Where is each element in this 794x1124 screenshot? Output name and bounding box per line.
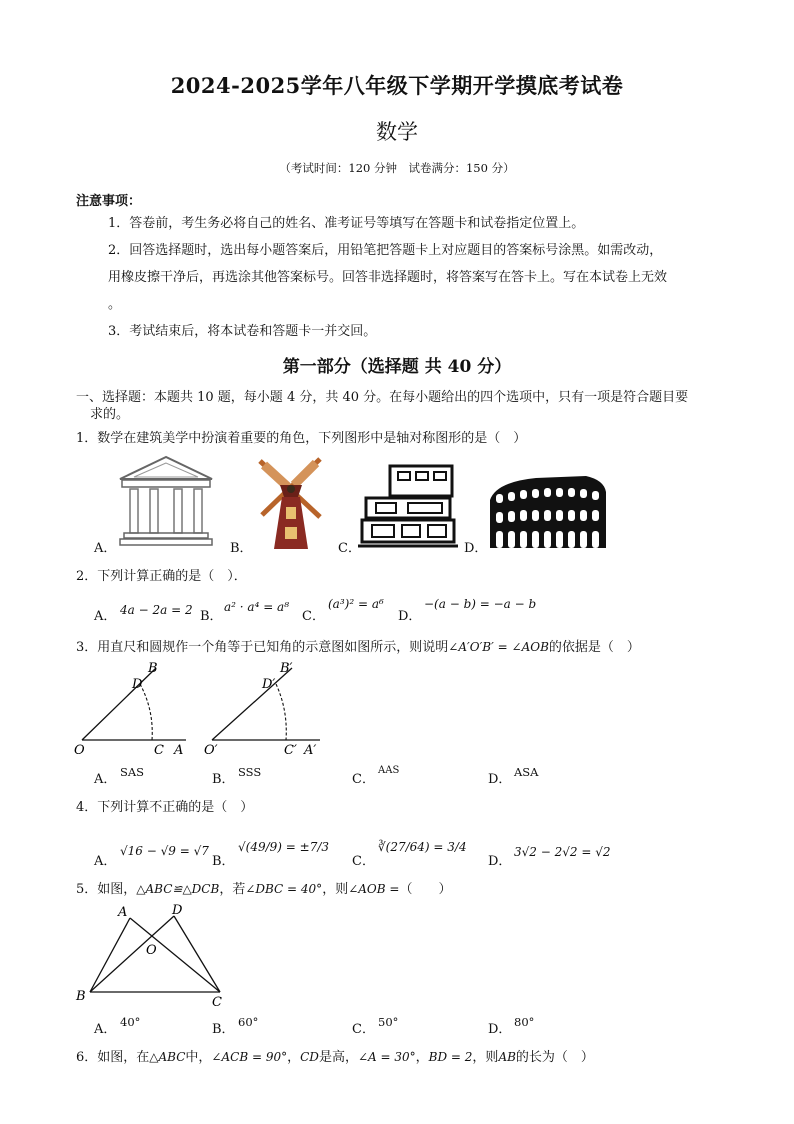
q1-stem: 1．数学在建筑美学中扮演着重要的角色，下列图形中是轴对称图形的是（ ） [76,431,527,446]
exam-title: 2024-2025学年八年级下学期开学摸底考试卷 [170,73,624,98]
q3-fig2-label-b: B′ [280,661,293,676]
q5-figure [70,900,230,1012]
q3-option-a: SAS [120,765,145,779]
q3-stem [76,636,640,655]
q3-label-a: A． [94,772,117,787]
q5-option-a: 40° [120,1015,141,1029]
q4-stem: 4．下列计算不正确的是（ ） [76,800,254,815]
q4-label-b: B． [212,854,235,869]
q3-fig2-label-c: C′ [284,743,297,758]
q4-label-c: C． [352,854,375,869]
q1-label-a: A． [94,541,117,556]
q5-fig-label-c: C [212,995,222,1010]
q5-stem-a: 5．如图， [76,882,137,897]
q5-fig-label-b: B [76,989,86,1004]
q6-stem-m2: ∠ACB = 90° [211,1050,288,1064]
q2-label-c: C． [302,609,325,624]
q5-label-c: C． [352,1022,375,1037]
section-intro-1: 一、选择题：本题共 10 题，每小题 4 分，共 40 分。在每小题给出的四个选项中，只有一项是符合题目要 [76,390,689,405]
q3-figure-copy [200,658,328,758]
q1-label-b: B． [230,541,253,556]
q5-stem-c: ，则 [322,882,349,897]
q2-stem: 2．下列计算正确的是（ ）． [76,569,247,584]
q2-label-b: B． [200,609,223,624]
q5-fig-label-d: D [172,903,183,918]
q5-label-a: A． [94,1022,117,1037]
q4-option-c: ∛(27/64) = 3/4 [378,840,467,854]
section-intro-2: 求的。 [90,407,130,422]
q6-stem-m6: AB [498,1050,516,1064]
q5-label-d: D． [488,1022,512,1037]
q5-option-c: 50° [378,1015,399,1029]
q3-fig1-label-a: A [174,743,184,758]
q3-stem-text: 3．用直尺和圆规作一个角等于已知角的示意图如图所示，则说明 [76,640,449,655]
q5-stem [76,878,451,897]
q6-stem-f: ，则 [472,1050,499,1065]
notice-item-2-cont: 用橡皮擦干净后，再选涂其他答案标号。回答非选择题时，将答案写在答卡上。写在本试卷上无效 [108,270,668,285]
q5-label-b: B． [212,1022,235,1037]
q3-fig2-label-o: O′ [204,743,218,758]
q3-fig1-label-b: B [148,661,158,676]
subject-title: 数学 [376,120,418,144]
q3-option-c: AAS [378,765,400,776]
q6-stem-a: 6．如图，在 [76,1050,150,1065]
q6-stem [76,1046,594,1065]
q2-option-a: 4a − 2a = 2 [120,603,193,617]
q6-stem-m3: CD [300,1050,319,1064]
q5-stem-d: （ ） [399,882,452,897]
q2-option-b: a² · a⁴ = a⁸ [224,600,290,614]
q6-stem-m1: △ABC [149,1050,186,1064]
q2-option-c: (a³)² = a⁶ [328,597,384,611]
q6-stem-g: 的长为（ ） [515,1050,594,1065]
q3-figure-original [70,658,194,758]
notice-item-2-end: 。 [108,297,122,312]
q3-label-d: D． [488,772,512,787]
q3-fig1-label-c: C [154,743,164,758]
q3-fig2-label-d: D′ [262,677,276,692]
q3-label-c: C． [352,772,375,787]
q2-label-a: A． [94,609,117,624]
windmill-icon [254,455,328,551]
colosseum-icon [486,470,610,550]
q1-label-d: D． [464,541,488,556]
q3-stem-end: 的依据是（ ） [548,640,640,655]
q3-option-d: ASA [514,765,539,779]
q5-stem-m3: ∠AOB = [348,882,400,896]
q6-stem-d: 是高， [318,1050,358,1065]
exam-info: （考试时间：120 分钟 试卷满分：150 分） [279,161,515,175]
section-title: 第一部分（选择题 共 40 分） [282,357,512,377]
notice-heading: 注意事项： [76,194,142,209]
q1-label-c: C． [338,541,361,556]
notice-item-3: 3．考试结束后，将本试卷和答题卡一并交回。 [108,324,377,339]
q2-option-d: −(a − b) = −a − b [424,597,537,611]
building-icon [358,462,458,550]
q3-fig1-label-d: D [132,677,143,692]
q5-fig-label-a: A [118,905,128,920]
q6-stem-b: 中， [185,1050,212,1065]
q3-stem-math: ∠A′O′B′ = ∠AOB [448,640,549,654]
q2-label-d: D． [398,609,422,624]
q3-fig2-label-a: A′ [304,743,317,758]
q4-label-a: A． [94,854,117,869]
temple-icon [116,453,216,549]
notice-item-2: 2．回答选择题时，选出每小题答案后，用铅笔把答题卡上对应题目的答案标号涂黑。如需改动， [108,243,663,258]
q4-option-b: √(49/9) = ±7/3 [238,840,330,854]
notice-item-1: 1．答卷前，考生务必将自己的姓名、准考证号等填写在答题卡和试卷指定位置上。 [108,216,585,231]
q5-stem-m1: △ABC≌△DCB [136,882,220,896]
q5-fig-label-o: O [146,943,157,958]
q4-option-d: 3√2 − 2√2 = √2 [514,845,611,859]
q4-label-d: D． [488,854,512,869]
q6-stem-m5: BD = 2 [428,1050,473,1064]
q6-stem-e: ， [415,1050,429,1065]
q4-option-a: √16 − √9 = √7 [120,844,209,858]
q5-option-d: 80° [514,1015,535,1029]
q6-stem-c: ， [287,1050,301,1065]
q6-stem-m4: ∠A = 30° [357,1050,416,1064]
q5-stem-b: ，若 [219,882,246,897]
q3-fig1-label-o: O [74,743,85,758]
q3-option-b: SSS [238,765,262,779]
q5-option-b: 60° [238,1015,259,1029]
q3-label-b: B． [212,772,235,787]
q5-stem-m2: ∠DBC = 40° [245,882,323,896]
